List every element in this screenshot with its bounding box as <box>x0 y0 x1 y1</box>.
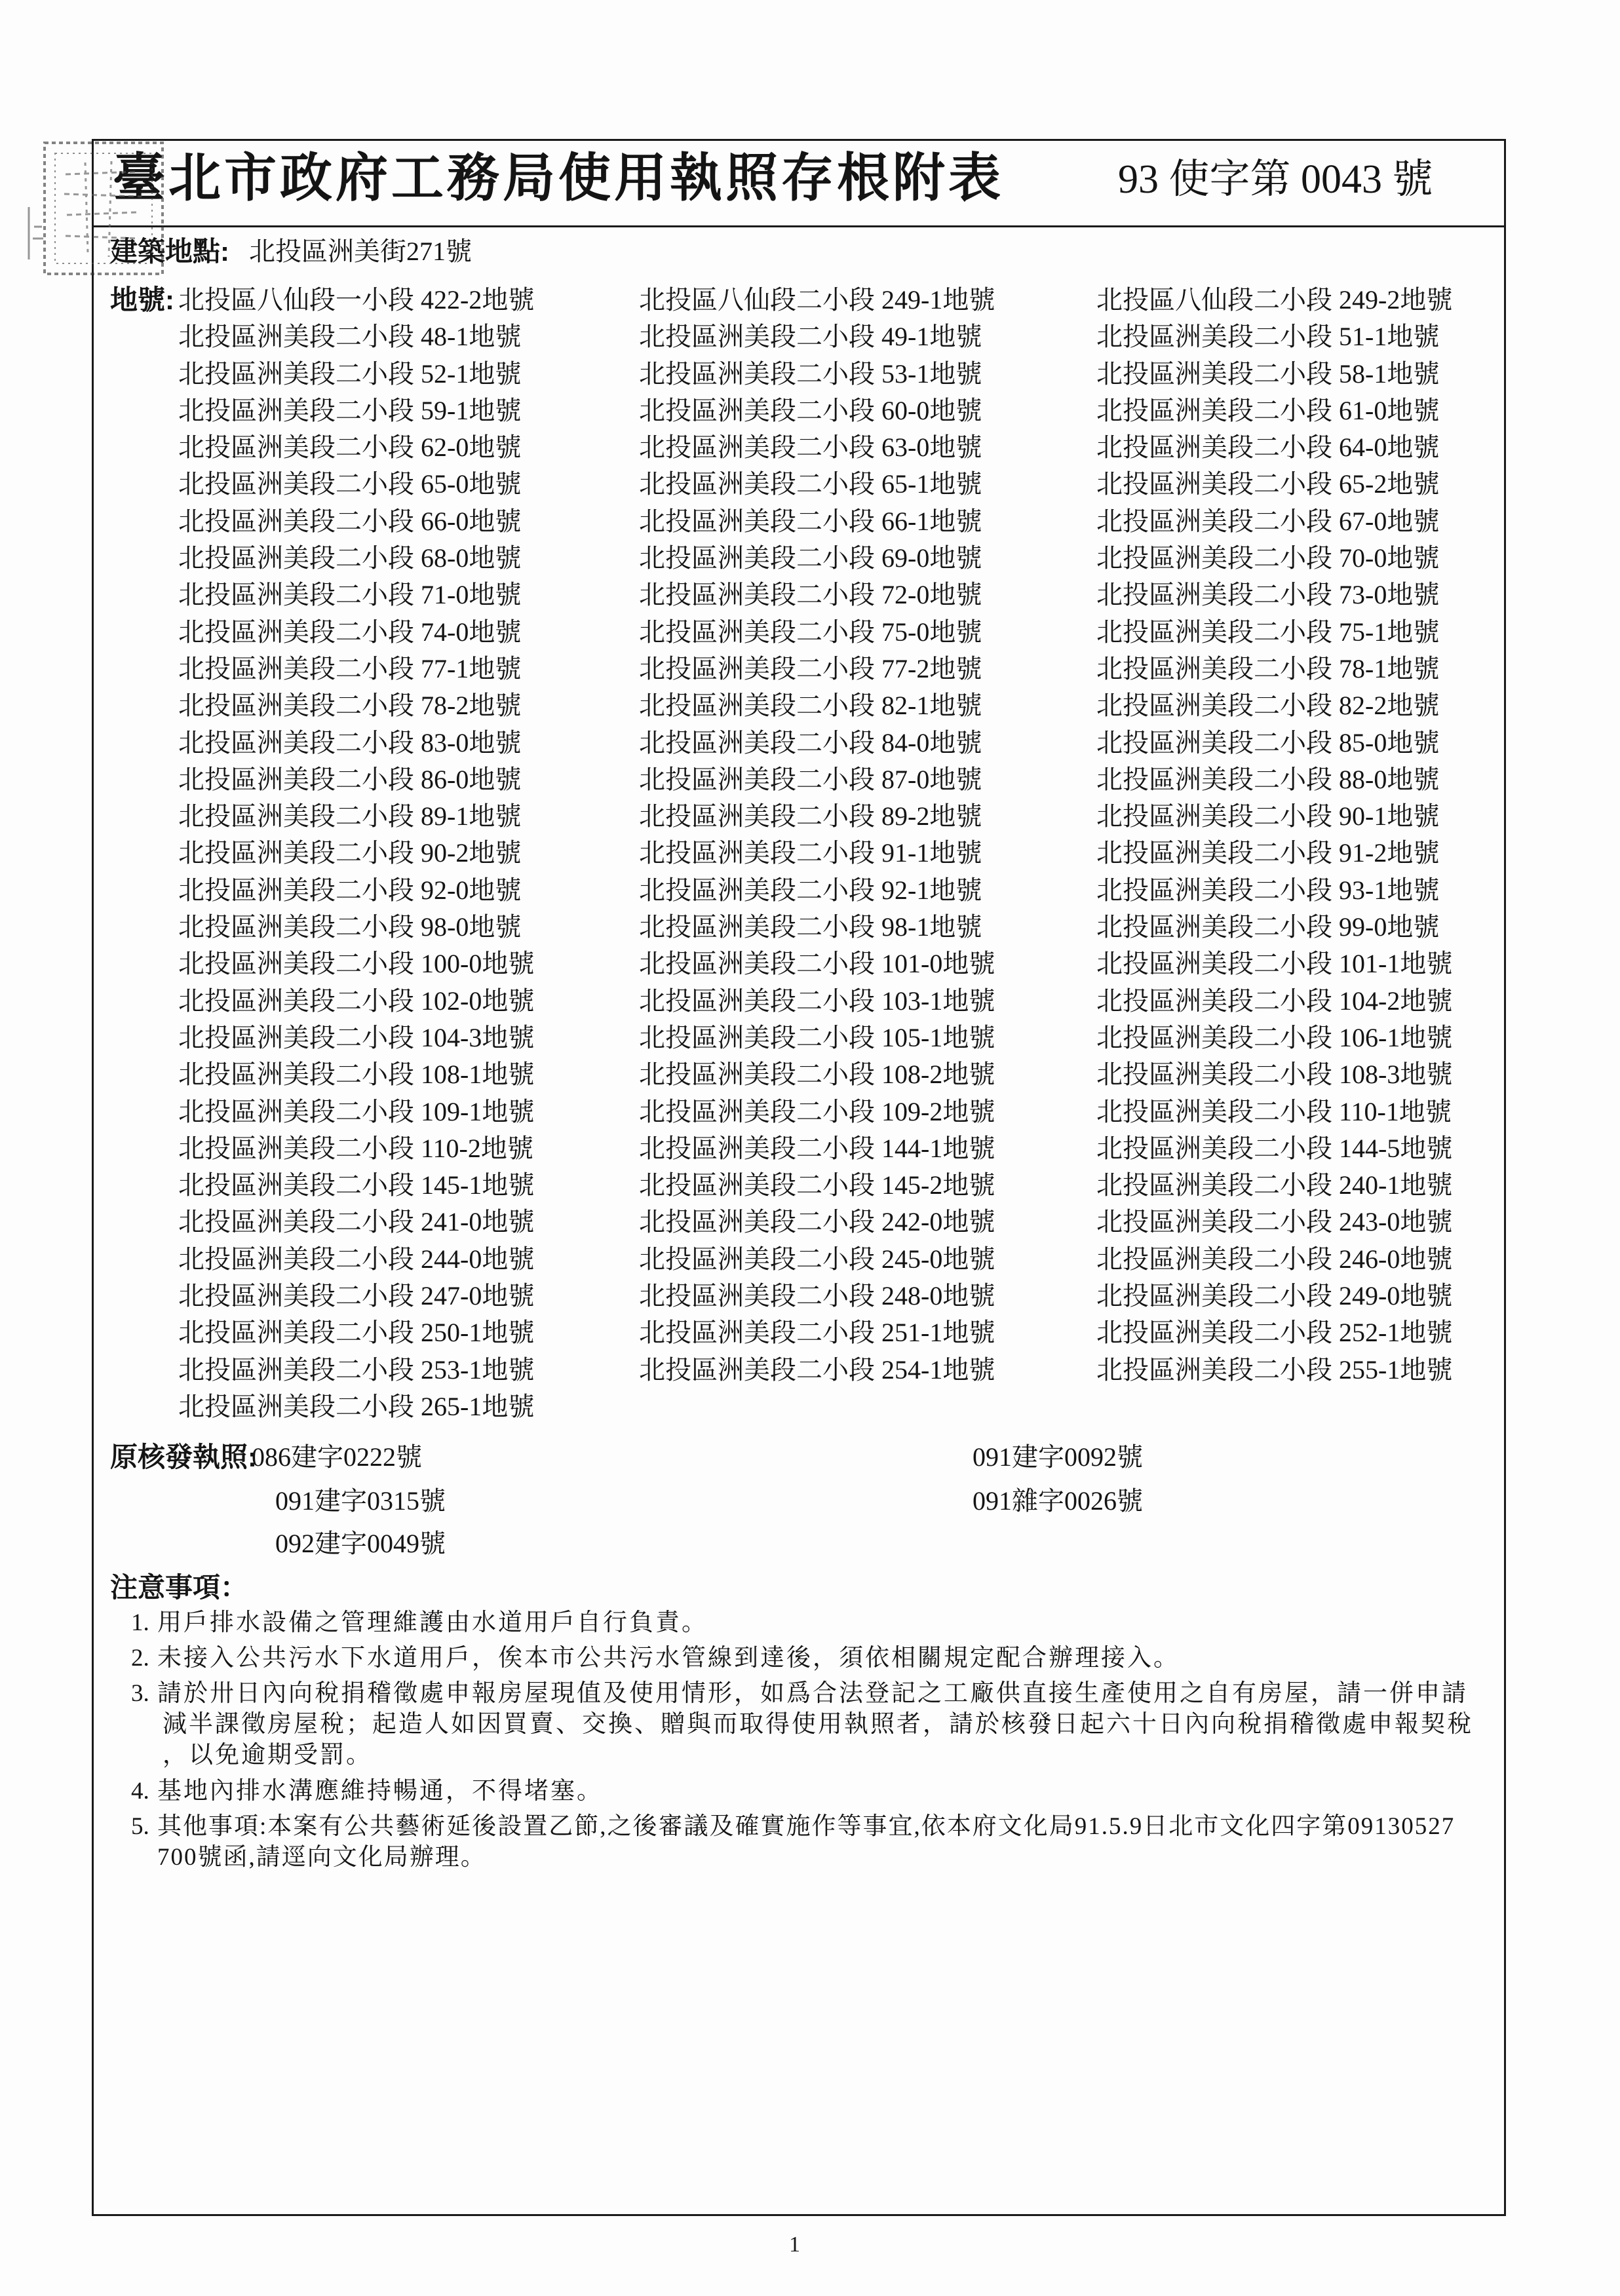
lot-number: 北投區洲美段二小段 90-1地號 <box>1096 801 1440 832</box>
lot-number: 北投區洲美段二小段 108-2地號 <box>639 1060 995 1090</box>
note-item <box>131 1607 708 1638</box>
original-license: 091建字0092號 <box>973 1442 1143 1472</box>
lot-number: 北投區洲美段二小段 64-0地號 <box>1096 432 1440 463</box>
lot-number: 北投區洲美段二小段 77-1地號 <box>178 653 522 683</box>
lot-number: 北投區洲美段二小段 77-2地號 <box>639 653 982 683</box>
note-text: ，以免逾期受罰。 <box>163 1742 372 1769</box>
lot-number: 北投區洲美段二小段 85-0地號 <box>1096 727 1440 757</box>
lot-number: 北投區洲美段二小段 89-1地號 <box>178 801 522 832</box>
lot-number: 北投區洲美段二小段 101-0地號 <box>639 949 995 979</box>
note-number: 2. <box>131 1645 149 1672</box>
lot-number: 北投區洲美段二小段 86-0地號 <box>178 764 522 794</box>
lot-number: 北投區洲美段二小段 145-1地號 <box>178 1170 535 1200</box>
lot-number: 北投區洲美段二小段 240-1地號 <box>1096 1170 1453 1200</box>
note-number: 1. <box>131 1609 149 1636</box>
lot-number: 北投區洲美段二小段 70-0地號 <box>1096 543 1440 573</box>
lot-number: 北投區洲美段二小段 98-1地號 <box>639 912 982 942</box>
note-number: 5. <box>131 1813 149 1840</box>
lot-number: 北投區洲美段二小段 65-2地號 <box>1096 469 1440 499</box>
header-divider <box>92 225 1506 227</box>
lot-number: 北投區洲美段二小段 82-1地號 <box>639 691 982 721</box>
lot-number: 北投區洲美段二小段 65-1地號 <box>639 469 982 499</box>
lot-number: 北投區洲美段二小段 90-2地號 <box>178 838 522 868</box>
lot-number: 北投區洲美段二小段 84-0地號 <box>639 727 982 757</box>
note-text: 用戶排水設備之管理維護由水道用戶自行負責。 <box>157 1609 708 1636</box>
notes-label: 注意事項： <box>110 1572 248 1603</box>
lot-number: 北投區洲美段二小段 249-0地號 <box>1096 1281 1453 1311</box>
lot-number: 北投區洲美段二小段 98-0地號 <box>178 912 522 942</box>
lot-number: 北投區洲美段二小段 243-0地號 <box>1096 1207 1453 1237</box>
site-label: 建築地點: <box>110 236 229 267</box>
original-license: 091雜字0026號 <box>973 1486 1143 1516</box>
lot-number: 北投區洲美段二小段 102-0地號 <box>178 985 535 1016</box>
document-title: 臺北市政府工務局使用執照存根附表 <box>113 150 1004 208</box>
lot-number: 北投區洲美段二小段 104-3地號 <box>178 1022 535 1052</box>
lot-number: 北投區洲美段二小段 73-0地號 <box>1096 580 1440 610</box>
lot-number: 北投區洲美段二小段 242-0地號 <box>639 1207 995 1237</box>
lot-number: 北投區洲美段二小段 100-0地號 <box>178 949 535 979</box>
lot-number: 北投區洲美段二小段 51-1地號 <box>1096 322 1440 352</box>
lot-number: 北投區洲美段二小段 66-1地號 <box>639 506 982 536</box>
lot-number: 北投區洲美段二小段 144-1地號 <box>639 1133 995 1163</box>
lot-number: 北投區洲美段二小段 252-1地號 <box>1096 1318 1453 1348</box>
original-license: 091建字0315號 <box>275 1486 446 1516</box>
lot-number: 北投區洲美段二小段 66-0地號 <box>178 506 522 536</box>
original-licenses-label: 原核發執照: <box>110 1442 257 1472</box>
note-text: 基地內排水溝應維持暢通，不得堵塞。 <box>157 1778 603 1805</box>
lot-number: 北投區洲美段二小段 75-0地號 <box>639 617 982 647</box>
note-text: 700號函,請逕向文化局辦理。 <box>157 1844 486 1871</box>
lot-number: 北投區洲美段二小段 71-0地號 <box>178 580 522 610</box>
note-text: 未接入公共污水下水道用戶，俟本市公共污水管線到達後，須依相關規定配合辦理接入。 <box>157 1645 1180 1672</box>
license-number: 93 使字第 0043 號 <box>1118 157 1433 202</box>
lot-number: 北投區洲美段二小段 99-0地號 <box>1096 912 1440 942</box>
lot-number: 北投區洲美段二小段 251-1地號 <box>639 1318 995 1348</box>
lot-number: 北投區洲美段二小段 108-1地號 <box>178 1060 535 1090</box>
note-text: 請於卅日內向稅捐稽徵處申報房屋現值及使用情形，如爲合法登記之工廠供直接生產使用之自有房屋，請一併申請 <box>157 1680 1468 1707</box>
lot-number: 北投區洲美段二小段 48-1地號 <box>178 322 522 352</box>
lot-number: 北投區八仙段二小段 249-2地號 <box>1096 285 1453 315</box>
lot-number: 北投區洲美段二小段 144-5地號 <box>1096 1133 1453 1163</box>
lot-number: 北投區洲美段二小段 247-0地號 <box>178 1281 535 1311</box>
lot-number: 北投區洲美段二小段 88-0地號 <box>1096 764 1440 794</box>
lot-number: 北投區洲美段二小段 92-0地號 <box>178 875 522 905</box>
lot-number: 北投區八仙段二小段 249-1地號 <box>639 285 995 315</box>
lot-number: 北投區洲美段二小段 69-0地號 <box>639 543 982 573</box>
lot-number: 北投區洲美段二小段 104-2地號 <box>1096 985 1453 1016</box>
lots-label: 地號: <box>110 284 174 315</box>
lot-number-list <box>178 282 1490 1425</box>
lot-number: 北投區洲美段二小段 53-1地號 <box>639 358 982 389</box>
lot-number: 北投區洲美段二小段 63-0地號 <box>639 432 982 463</box>
lot-number: 北投區洲美段二小段 61-0地號 <box>1096 395 1440 425</box>
lot-number: 北投區洲美段二小段 49-1地號 <box>639 322 982 352</box>
note-number: 3. <box>131 1680 149 1707</box>
site-address: 北投區洲美街271號 <box>249 237 472 266</box>
note-item <box>131 1776 603 1807</box>
lot-number: 北投區洲美段二小段 245-0地號 <box>639 1244 995 1274</box>
lot-number: 北投區洲美段二小段 91-1地號 <box>639 838 982 868</box>
lot-number: 北投區八仙段一小段 422-2地號 <box>178 285 535 315</box>
lot-number: 北投區洲美段二小段 265-1地號 <box>178 1391 535 1421</box>
note-item <box>131 1643 1180 1674</box>
seal-stamp <box>26 128 177 292</box>
lot-number: 北投區洲美段二小段 68-0地號 <box>178 543 522 573</box>
lot-number: 北投區洲美段二小段 250-1地號 <box>178 1318 535 1348</box>
lot-number: 北投區洲美段二小段 93-1地號 <box>1096 875 1440 905</box>
lot-number: 北投區洲美段二小段 59-1地號 <box>178 395 522 425</box>
lot-number: 北投區洲美段二小段 253-1地號 <box>178 1354 535 1385</box>
lot-number: 北投區洲美段二小段 244-0地號 <box>178 1244 535 1274</box>
lot-number: 北投區洲美段二小段 72-0地號 <box>639 580 982 610</box>
lot-number: 北投區洲美段二小段 106-1地號 <box>1096 1022 1453 1052</box>
note-text: 減半課徵房屋稅；起造人如因買賣、交換、贈與而取得使用執照者，請於核發日起六十日內向稅捐稽徵處申報契稅 <box>163 1711 1473 1738</box>
lot-number: 北投區洲美段二小段 60-0地號 <box>639 395 982 425</box>
lot-number: 北投區洲美段二小段 101-1地號 <box>1096 949 1453 979</box>
lot-number: 北投區洲美段二小段 52-1地號 <box>178 358 522 389</box>
lot-number: 北投區洲美段二小段 92-1地號 <box>639 875 982 905</box>
lot-number: 北投區洲美段二小段 58-1地號 <box>1096 358 1440 389</box>
lot-number: 北投區洲美段二小段 246-0地號 <box>1096 1244 1453 1274</box>
lot-number: 北投區洲美段二小段 67-0地號 <box>1096 506 1440 536</box>
lot-number: 北投區洲美段二小段 241-0地號 <box>178 1207 535 1237</box>
lot-number: 北投區洲美段二小段 74-0地號 <box>178 617 522 647</box>
lot-number: 北投區洲美段二小段 75-1地號 <box>1096 617 1440 647</box>
original-license: 086建字0222號 <box>252 1442 422 1472</box>
lot-number: 北投區洲美段二小段 103-1地號 <box>639 985 995 1016</box>
lot-number: 北投區洲美段二小段 248-0地號 <box>639 1281 995 1311</box>
lot-number: 北投區洲美段二小段 110-2地號 <box>178 1133 533 1163</box>
note-item <box>131 1811 1455 1873</box>
original-license: 092建字0049號 <box>275 1529 446 1558</box>
lot-number: 北投區洲美段二小段 89-2地號 <box>639 801 982 832</box>
lot-number: 北投區洲美段二小段 78-1地號 <box>1096 653 1440 683</box>
lot-number: 北投區洲美段二小段 78-2地號 <box>178 691 522 721</box>
lot-number: 北投區洲美段二小段 109-1地號 <box>178 1096 535 1126</box>
lot-number: 北投區洲美段二小段 105-1地號 <box>639 1022 995 1052</box>
note-text: 其他事項:本案有公共藝術延後設置乙節,之後審議及確實施作等事宜,依本府文化局91.5.9日北市文化四字第09130527 <box>157 1813 1456 1840</box>
lot-number: 北投區洲美段二小段 91-2地號 <box>1096 838 1440 868</box>
note-number: 4. <box>131 1778 149 1805</box>
lot-number: 北投區洲美段二小段 82-2地號 <box>1096 691 1440 721</box>
lot-number: 北投區洲美段二小段 109-2地號 <box>639 1096 995 1126</box>
lot-number: 北投區洲美段二小段 108-3地號 <box>1096 1060 1453 1090</box>
lot-number: 北投區洲美段二小段 87-0地號 <box>639 764 982 794</box>
lot-number: 北投區洲美段二小段 255-1地號 <box>1096 1354 1453 1385</box>
lot-number: 北投區洲美段二小段 65-0地號 <box>178 469 522 499</box>
lot-number: 北投區洲美段二小段 254-1地號 <box>639 1354 995 1385</box>
note-item <box>131 1678 1473 1770</box>
lot-number: 北投區洲美段二小段 62-0地號 <box>178 432 522 463</box>
lot-number: 北投區洲美段二小段 83-0地號 <box>178 727 522 757</box>
lot-number: 北投區洲美段二小段 110-1地號 <box>1096 1096 1452 1126</box>
page-number: 1 <box>789 2232 800 2257</box>
lot-number: 北投區洲美段二小段 145-2地號 <box>639 1170 995 1200</box>
